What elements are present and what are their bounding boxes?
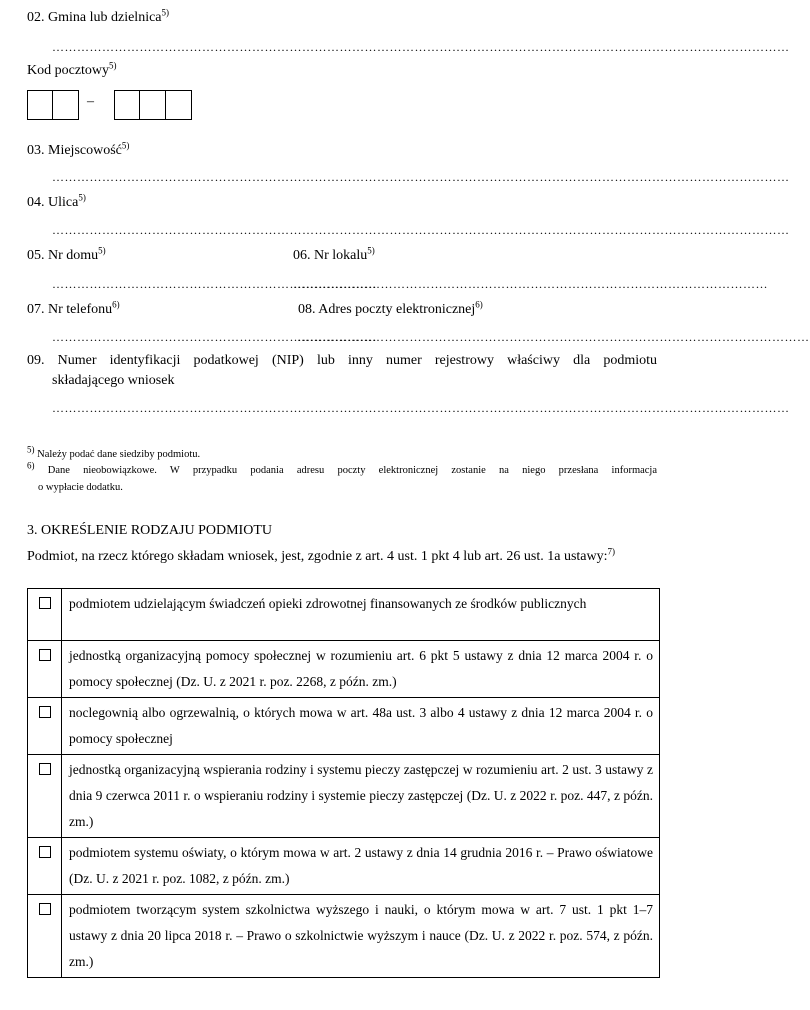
- checkbox-family-support[interactable]: [39, 763, 51, 775]
- nip-label-line1: 09. Numer identyfikacji podatkowej (NIP) lub inny numer rejestrowy właściwy dla podmiotu: [27, 353, 657, 368]
- option-text: jednostką organizacyjną pomocy społecznej w rozumieniu art. 6 pkt 5 ustawy z dnia 12 marca 2004 r. o pomocy społecznej (Dz. U. z 2021 r. poz. 2268, z późn. zm.): [62, 641, 660, 698]
- nr-lokalu-label: 06. Nr lokalu$^{5)}$: [293, 245, 375, 263]
- postal-digit-box[interactable]: [140, 90, 166, 120]
- postal-digit-box[interactable]: [114, 90, 140, 120]
- telefon-input-line[interactable]: ……………………………………………………………………: [52, 330, 377, 344]
- entity-option-row: [28, 838, 660, 895]
- checkbox-education-system[interactable]: [39, 846, 51, 858]
- postal-code-part2[interactable]: [114, 90, 192, 120]
- email-input-line[interactable]: ……………………………………………………………………………………………………………: [297, 330, 810, 344]
- option-text: podmiotem udzielającym świadczeń opieki zdrowotnej finansowanych ze środków publicznych: [62, 589, 660, 641]
- entity-type-table: [27, 588, 660, 978]
- checkbox-higher-education[interactable]: [39, 903, 51, 915]
- nr-lokalu-input-line[interactable]: ……………………………………………………………………………………………………: [293, 277, 768, 291]
- ulica-input-line[interactable]: ……………………………………………………………………………………………………………………………………………………………: [52, 223, 790, 237]
- footnote-5: $^{5)}$ Należy podać dane siedziby podmiotu.: [27, 444, 201, 460]
- entity-option-row: [28, 589, 660, 641]
- nip-input-line[interactable]: ……………………………………………………………………………………………………………………………………………………………: [52, 401, 790, 415]
- gmina-label: 02. Gmina lub dzielnica$^{5)}$: [27, 7, 170, 25]
- checkbox-healthcare[interactable]: [39, 597, 51, 609]
- nr-domu-input-line[interactable]: ……………………………………………………………………: [52, 277, 377, 291]
- gmina-input-line[interactable]: ……………………………………………………………………………………………………………………………………………………………: [52, 40, 790, 54]
- postal-code-label: Kod pocztowy$^{5)}$: [27, 60, 117, 78]
- footnote-6-line2: o wypłacie dodatku.: [38, 482, 123, 493]
- postal-digit-box[interactable]: [166, 90, 192, 120]
- nr-domu-label: 05. Nr domu$^{5)}$: [27, 245, 106, 263]
- entity-option-row: [28, 895, 660, 978]
- entity-option-row: [28, 755, 660, 838]
- telefon-label: 07. Nr telefonu$^{6)}$: [27, 299, 120, 317]
- footnote-6-line1: $^{6)}$ Dane nieobowiązkowe. W przypadku podania adresu poczty elektronicznej zostanie na niego przesłana informacja: [27, 460, 658, 476]
- entity-option-row: [28, 698, 660, 755]
- entity-option-row: [28, 641, 660, 698]
- section-3-heading: 3. OKREŚLENIE RODZAJU PODMIOTU: [27, 523, 272, 538]
- option-text: podmiotem systemu oświaty, o którym mowa w art. 2 ustawy z dnia 14 grudnia 2016 r. – Prawo oświatowe (Dz. U. z 2021 r. poz. 1082, z późn. zm.): [62, 838, 660, 895]
- option-text: podmiotem tworzącym system szkolnictwa wyższego i nauki, o którym mowa w art. 7 ust. 1 pkt 1–7 ustawy z dnia 20 lipca 2018 r. – Prawo o szkolnictwie wyższym i nauce (Dz. U. z 2022 r. poz. 574, z późn. zm.): [62, 895, 660, 978]
- postal-digit-box[interactable]: [27, 90, 53, 120]
- ulica-label: 04. Ulica$^{5)}$: [27, 192, 86, 210]
- nip-label-line2: składającego wniosek: [52, 373, 175, 388]
- email-label: 08. Adres poczty elektronicznej$^{6)}$: [298, 299, 483, 317]
- postal-code-part1[interactable]: [27, 90, 79, 120]
- section-3-intro: Podmiot, na rzecz którego składam wniosek, jest, zgodnie z art. 4 ust. 1 pkt 4 lub art. 26 ust. 1a ustawy:$^{7)}$: [27, 546, 615, 564]
- miejscowosc-input-line[interactable]: ……………………………………………………………………………………………………………………………………………………………: [52, 170, 790, 184]
- miejscowosc-label: 03. Miejscowość$^{5)}$: [27, 140, 130, 158]
- checkbox-social-assistance[interactable]: [39, 649, 51, 661]
- postal-digit-box[interactable]: [53, 90, 79, 120]
- option-text: noclegownią albo ogrzewalnią, o których mowa w art. 48a ust. 3 albo 4 ustawy z dnia 12 marca 2004 r. o pomocy społecznej: [62, 698, 660, 755]
- postal-dash: –: [87, 94, 94, 109]
- option-text: jednostką organizacyjną wspierania rodziny i systemu pieczy zastępczej w rozumieniu art. 2 ust. 3 ustawy z dnia 9 czerwca 2011 r. o wspieraniu rodziny i systemie pieczy zastępczej (Dz. U. z 2022 r. poz. 447, z późn. zm.): [62, 755, 660, 838]
- checkbox-shelter[interactable]: [39, 706, 51, 718]
